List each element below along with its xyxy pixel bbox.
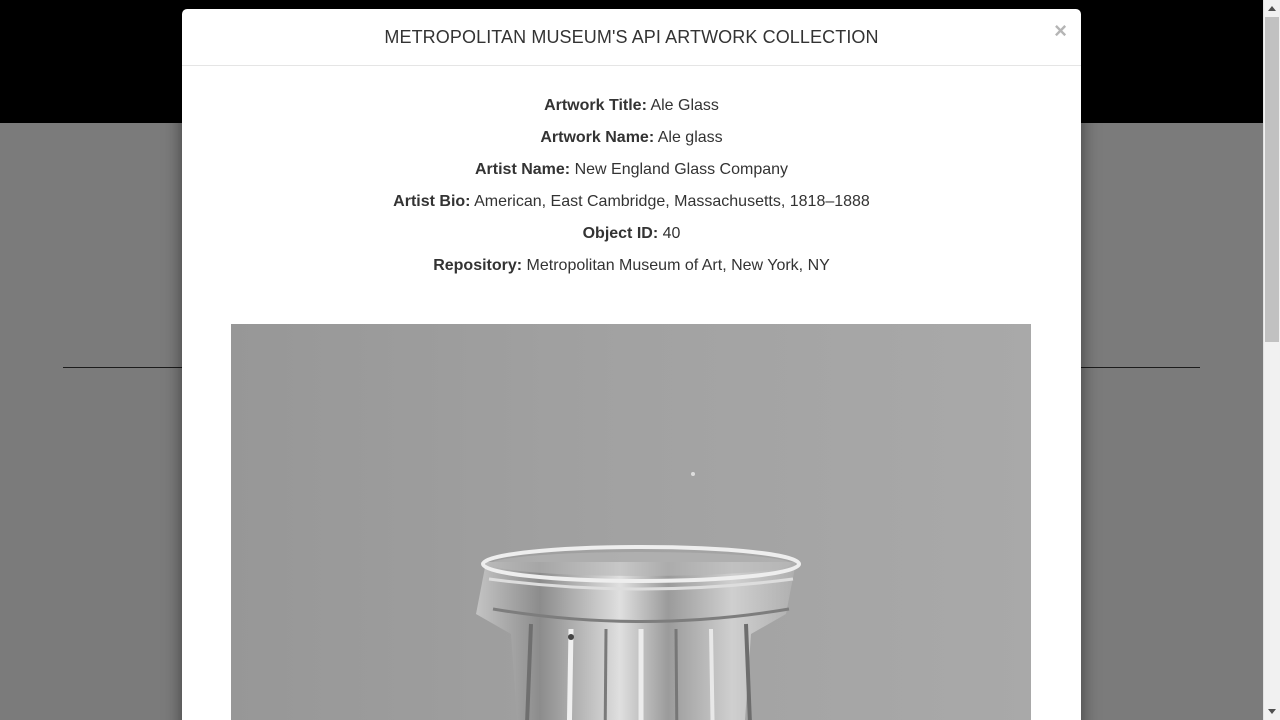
artist-name-row xyxy=(182,158,1081,190)
modal-header xyxy=(182,9,1081,66)
ale-glass-illustration xyxy=(231,324,1031,720)
field-value: 40 xyxy=(662,225,681,242)
field-value: American, East Cambridge, Massachusetts, 1818–1888 xyxy=(474,193,870,210)
artwork-image xyxy=(231,324,1031,720)
scroll-up-icon[interactable] xyxy=(1264,0,1280,16)
field-label: Object ID: xyxy=(582,225,659,242)
field-label: Artwork Name: xyxy=(540,129,655,146)
artwork-name-row xyxy=(182,126,1081,158)
field-label: Artist Name: xyxy=(474,161,571,178)
field-value: Ale glass xyxy=(657,129,723,146)
field-value: Ale Glass xyxy=(650,97,719,114)
modal-body xyxy=(182,66,1081,286)
artwork-modal xyxy=(182,9,1081,720)
close-button[interactable]: × xyxy=(1054,18,1067,43)
field-label: Artwork Title: xyxy=(544,97,647,114)
artwork-title-row xyxy=(182,94,1081,126)
repository-row xyxy=(182,254,1081,286)
artist-bio-row xyxy=(182,190,1081,222)
field-value: New England Glass Company xyxy=(574,161,789,178)
scroll-thumb[interactable] xyxy=(1265,17,1279,342)
object-id-row xyxy=(182,222,1081,254)
field-value: Metropolitan Museum of Art, New York, NY xyxy=(526,257,830,274)
modal-title: METROPOLITAN MUSEUM'S API ARTWORK COLLECTION xyxy=(384,26,879,47)
field-label: Artist Bio: xyxy=(393,193,471,210)
field-label: Repository: xyxy=(433,257,523,274)
vertical-scrollbar[interactable] xyxy=(1263,0,1280,720)
scroll-down-icon[interactable] xyxy=(1264,704,1280,720)
